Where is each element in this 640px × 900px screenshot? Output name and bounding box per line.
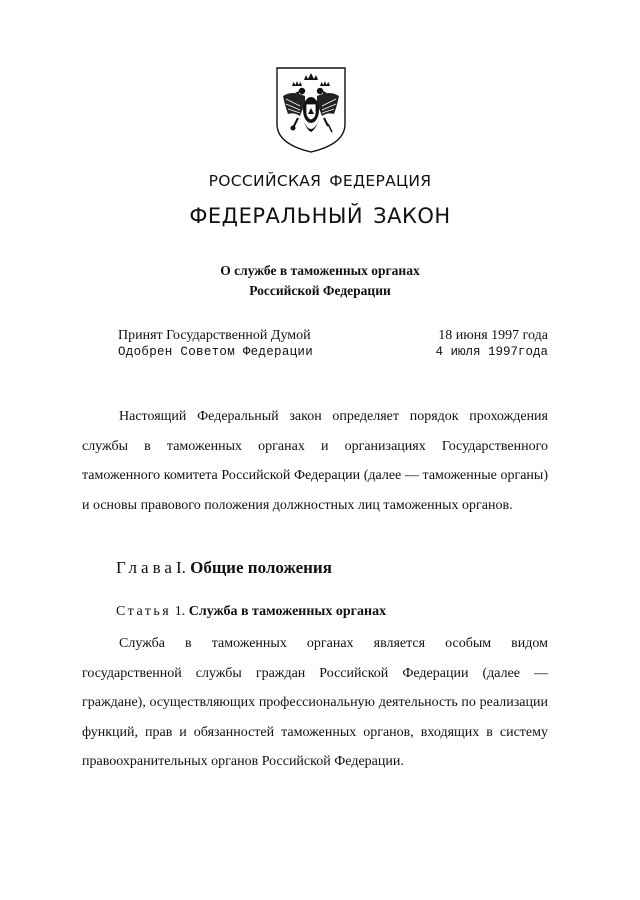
russian-coat-of-arms-icon [274, 66, 348, 154]
article-1-paragraph: Служба в таможенных органах является особым видом государственной службы граждан Российской Федерации (далее — граждане), осуществляющих профессиональную деятельность по реализации функций, прав и обязанностей таможенных органов, входящих в систему правоохранительных органов Российской Федерации. [82, 636, 548, 769]
chapter-number: I. [175, 558, 186, 577]
chapter-prefix: Глава [116, 558, 176, 577]
article-heading [116, 604, 386, 620]
article-title: Служба в таможенных органах [188, 604, 387, 619]
law-title [0, 261, 640, 301]
chapter-title: Общие положения [190, 558, 332, 577]
country-word-2: ФЕДЕРАЦИЯ [329, 172, 432, 190]
article-prefix: Статья [116, 604, 172, 619]
duma-adoption-label: Принят Государственной Думой [118, 328, 311, 343]
adoption-dates [420, 328, 548, 360]
country-name [0, 172, 640, 190]
duma-adoption-date: 18 июня 1997 года [438, 328, 548, 343]
law-title-line-1: О службе в таможенных органах [220, 263, 420, 278]
document-type-heading [0, 204, 640, 228]
adoption-labels [118, 328, 313, 360]
lawtype-word-2: ЗАКОН [373, 204, 451, 228]
preamble-paragraph: Настоящий Федеральный закон определяет порядок прохождения службы в таможенных органах и организациях Государственного таможенного комитета Российской Федерации (далее — таможенные органы) и основы правового положения должностных лиц таможенных органов. [82, 409, 548, 513]
article-number: 1. [174, 604, 186, 619]
lawtype-word-1: ФЕДЕРАЛЬНЫЙ [189, 204, 364, 228]
council-approval-date: 4 июля 1997года [435, 345, 548, 359]
law-title-line-2: Российской Федерации [249, 283, 391, 298]
council-approval-label: Одобрен Советом Федерации [118, 345, 314, 359]
country-word-1: РОССИЙСКАЯ [208, 172, 322, 190]
chapter-heading [116, 558, 332, 578]
